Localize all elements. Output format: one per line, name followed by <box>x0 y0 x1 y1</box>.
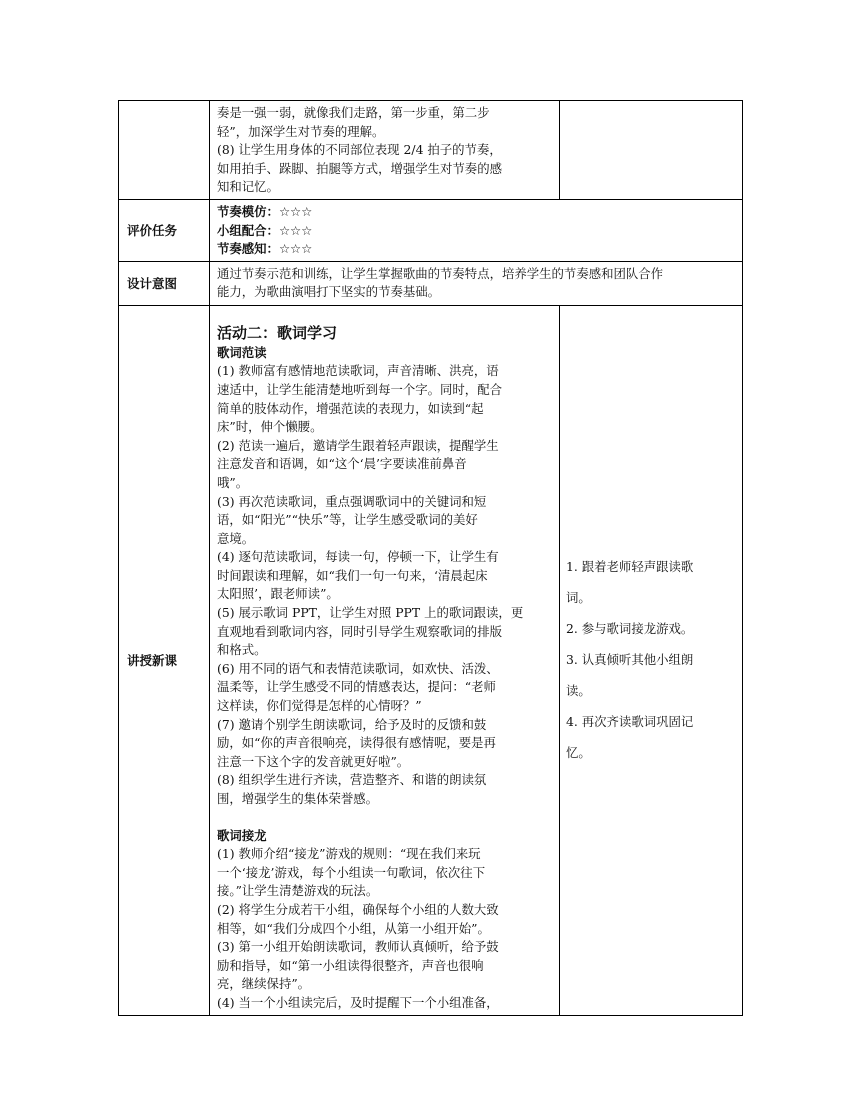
evaluation-item-name: 小组配合： <box>217 222 279 238</box>
step-line: 接。”让学生清楚游戏的玩法。 <box>217 883 379 899</box>
lesson-plan-table <box>118 100 743 1016</box>
evaluation-content <box>210 199 743 261</box>
evaluation-item <box>217 203 736 222</box>
step-line: 床”时，伸个懒腰。 <box>217 419 323 435</box>
continuation-content-cell <box>210 101 560 200</box>
student-line: 4. 再次齐读歌词巩固记 <box>566 713 694 729</box>
evaluation-label: 评价任务 <box>119 199 210 261</box>
evaluation-item-name: 节奏感知： <box>217 241 279 257</box>
step-line: 亮，继续保持”。 <box>217 976 311 992</box>
step-line: (8) 组织学生进行齐读，营造整齐、和谐的朗读氛 <box>217 772 487 788</box>
evaluation-item <box>217 240 736 259</box>
continuation-label-cell <box>119 101 210 200</box>
star-rating-icon: ☆☆☆ <box>278 241 313 257</box>
step-line: (3) 再次范读歌词，重点强调歌词中的关键词和短 <box>217 493 487 509</box>
student-line: 读。 <box>566 682 591 698</box>
student-activity-cell <box>560 305 743 1015</box>
design-label: 设计意图 <box>119 261 210 305</box>
reading-steps <box>217 362 553 808</box>
step-line: 和格式。 <box>217 642 267 658</box>
step-line: 相等，如“我们分成四个小组，从第一小组开始”。 <box>217 920 490 936</box>
step-line: 简单的肢体动作，增强范读的表现力，如读到“起 <box>217 400 484 416</box>
student-line: 忆。 <box>566 744 591 760</box>
step-line: (6) 用不同的语气和表情范读歌词，如欢快、活泼、 <box>217 660 499 676</box>
step-line: 这样读，你们觉得是怎样的心情呀？” <box>217 698 422 714</box>
step-line: 意境。 <box>217 530 255 546</box>
student-line: 3. 认真倾听其他小组朗 <box>566 651 694 667</box>
text-line: 知和记忆。 <box>217 179 279 195</box>
design-text <box>217 265 736 302</box>
student-activity-list <box>566 558 736 763</box>
relay-steps <box>217 845 553 1012</box>
step-line: 直观地看到歌词内容，同时引导学生观察歌词的排版 <box>217 623 502 639</box>
step-line: 太阳照’，跟老师读”。 <box>217 586 339 602</box>
evaluation-item-name: 节奏模仿： <box>217 203 279 219</box>
step-line: 哦”。 <box>217 474 249 490</box>
step-line: 励，如“你的声音很响亮，读得很有感情呢，要是再 <box>217 735 496 751</box>
text-line: 能力，为歌曲演唱打下坚实的节奏基础。 <box>217 284 441 300</box>
step-line: 语，如“阳光”“快乐”等，让学生感受歌词的美好 <box>217 512 478 528</box>
step-line: (4) 当一个小组读完后，及时提醒下一个小组准备， <box>217 994 499 1010</box>
evaluation-row <box>119 199 743 261</box>
design-row <box>119 261 743 305</box>
step-line: (1) 教师介绍“接龙”游戏的规则：“现在我们来玩 <box>217 846 481 862</box>
student-line: 词。 <box>566 589 591 605</box>
step-line: (4) 逐句范读歌词，每读一句，停顿一下，让学生有 <box>217 549 499 565</box>
step-line: (1) 教师富有感情地范读歌词，声音清晰、洪亮，语 <box>217 363 499 379</box>
step-line: 注意发音和语调，如“这个‘晨’字要读准前鼻音 <box>217 456 467 472</box>
activity-title: 活动二：歌词学习 <box>217 323 338 342</box>
step-line: 温柔等，让学生感受不同的情感表达，提问：“老师 <box>217 679 496 695</box>
step-line: 一个‘接龙’游戏，每个小组读一句歌词，依次往下 <box>217 864 486 880</box>
student-line: 2. 参与歌词接龙游戏。 <box>566 620 694 636</box>
text-line: 通过节奏示范和训练，让学生掌握歌曲的节奏特点，培养学生的节奏感和团队合作 <box>217 265 664 281</box>
star-rating-icon: ☆☆☆ <box>278 203 313 219</box>
step-line: (5) 展示歌词 PPT，让学生对照 PPT 上的歌词跟读，更 <box>217 605 524 621</box>
section-title-relay: 歌词接龙 <box>217 827 267 843</box>
text-line: 奏是一强一弱，就像我们走路，第一步重，第二步 <box>217 105 490 120</box>
step-line: 注意一下这个字的发音就更好啦”。 <box>217 753 410 769</box>
step-line: 围，增强学生的集体荣誉感。 <box>217 791 379 806</box>
teaching-label: 讲授新课 <box>119 305 210 1015</box>
star-rating-icon: ☆☆☆ <box>278 222 313 238</box>
continuation-row <box>119 101 743 200</box>
step-line: 励和指导，如“第一小组读得很整齐，声音也很响 <box>217 957 484 973</box>
design-content <box>210 261 743 305</box>
step-line: (2) 将学生分成若干小组，确保每个小组的人数大致 <box>217 901 499 917</box>
step-line: 速适中，让学生能清楚地听到每一个字。同时，配合 <box>217 381 502 397</box>
step-line: 时间跟读和理解，如“我们一句一句来，‘清晨起床 <box>217 567 488 583</box>
section-title-reading: 歌词范读 <box>217 344 267 360</box>
continuation-text <box>217 104 553 197</box>
text-line: (8) 让学生用身体的不同部位表现 2/4 拍子的节奏， <box>217 142 502 158</box>
step-line: (2) 范读一遍后，邀请学生跟着轻声跟读，提醒学生 <box>217 437 499 453</box>
step-line: (7) 邀请个别学生朗读歌词，给予及时的反馈和鼓 <box>217 716 487 732</box>
text-line: 轻”，加深学生对节奏的理解。 <box>217 123 385 139</box>
text-line: 如用拍手、跺脚、拍腿等方式，增强学生对节奏的感 <box>217 160 502 176</box>
continuation-right-cell <box>560 101 743 200</box>
evaluation-list <box>217 203 736 259</box>
evaluation-item <box>217 222 736 241</box>
teaching-content <box>210 305 560 1015</box>
student-line: 1. 跟着老师轻声跟读歌 <box>566 558 694 574</box>
step-line: (3) 第一小组开始朗读歌词，教师认真倾听，给予鼓 <box>217 939 499 955</box>
teaching-row <box>119 305 743 1015</box>
